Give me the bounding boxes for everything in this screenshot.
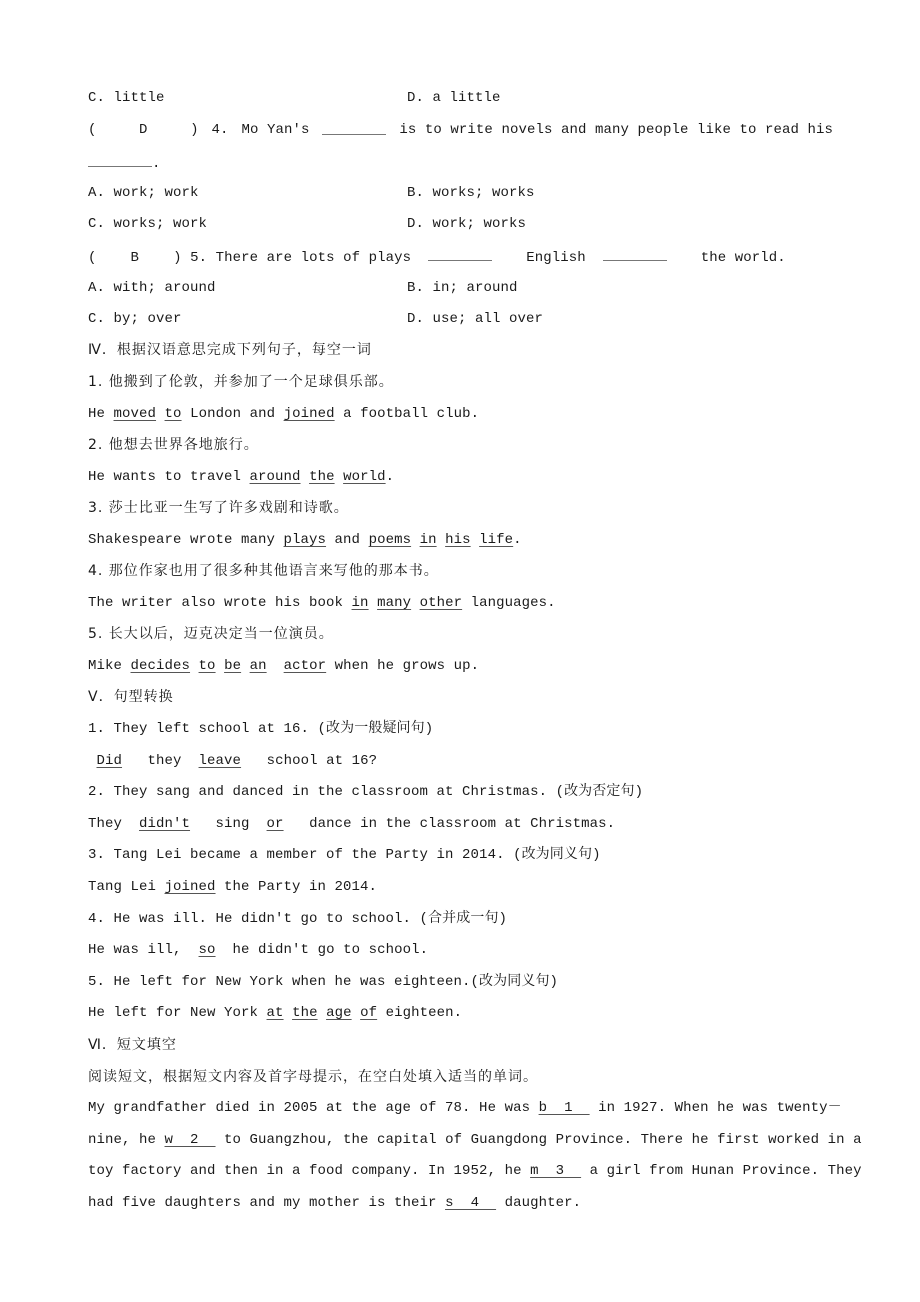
text [267,658,284,674]
text [318,1005,327,1021]
section-5-answer-5 [88,1003,462,1023]
text: Shakespeare wrote many [88,531,284,548]
text: Tang Lei [88,879,165,895]
q4-stem: ( D ) 4. Mo Yan's is to write novels and many people like to read his [88,122,833,138]
text [335,469,344,485]
section-4-prompt-2: 2. 他想去世界各地旅行。 [88,437,259,453]
answer-word: many [377,594,412,611]
section-5-answer-3 [88,877,377,897]
text: He left for New York [88,1005,267,1022]
text: The writer also wrote his book [88,594,352,611]
text: in 1927. When he was twenty－ [589,1100,842,1116]
answer-word: at [266,1005,284,1022]
q5-option-a: A. with; around [88,280,216,296]
q5-blank-1 [428,246,492,261]
section-5-title: Ⅴ．句型转换 [88,689,174,705]
q5-answer: B [130,250,140,266]
passage-blank: b 1 [538,1100,590,1116]
q4-blank-2 [88,152,152,167]
text: toy factory and then in a food company. In 1952, he [88,1163,531,1180]
answer-word: poems [368,531,412,548]
answer-word: world [343,468,386,485]
section-5-answer-2 [88,814,615,834]
text: he didn't go to school. [215,942,429,959]
passage-line-2 [88,1130,862,1150]
text: had five daughters and my mother is their [88,1195,446,1212]
text [411,532,420,548]
text [216,658,225,674]
q4-blank-1 [322,120,386,135]
section-4-answer-3 [88,530,522,550]
answer-word: age [326,1005,352,1022]
q5-option-c: C. by; over [88,311,182,327]
answer-word: Did [96,752,123,769]
section-5-answer-4 [88,940,428,960]
answer-word: didn't [139,815,191,832]
text [411,595,420,611]
answer-word: to [164,405,182,422]
section-4-title: Ⅳ．根据汉语意思完成下列句子，每空一词 [88,342,372,358]
text: a football club. [334,405,480,422]
text: school at 16? [241,752,378,769]
q4-option-b: B. works; works [407,185,535,201]
q5-stem: ( B ) 5. There are lots of plays English the world. [88,246,786,266]
section-4-answer-5 [88,656,479,676]
section-6-instruction: 阅读短文，根据短文内容及首字母提示，在空白处填入适当的单词。 [88,1069,538,1085]
answer-word: the [309,468,335,485]
section-5-question-2: 2. They sang and danced in the classroom at Christmas. (改为否定句) [88,784,644,801]
text [352,1005,361,1021]
passage-blank: m 3 [530,1163,582,1180]
passage-line-1 [88,1098,842,1118]
section-4-prompt-3: 3. 莎士比亚一生写了许多戏剧和诗歌。 [88,500,349,516]
text: the Party in 2014. [215,879,378,895]
section-4-answer-2 [88,467,394,487]
text: nine, he [88,1131,165,1148]
section-4-prompt-5: 5. 长大以后，迈克决定当一位演员。 [88,626,334,642]
q5-option-d: D. use; all over [407,311,544,327]
answer-word: around [249,468,301,485]
section-4-prompt-1: 1. 他搬到了伦敦，并参加了一个足球俱乐部。 [88,374,394,390]
answer-word: actor [283,657,327,674]
answer-word: so [198,942,216,959]
text: eighteen. [377,1005,463,1022]
text: to Guangzhou, the capital of Guangdong Province. There he first worked in a [215,1131,862,1148]
section-5-question-5: 5. He left for New York when he was eighteen.(改为同义句) [88,973,559,990]
section-4-answer-1 [88,404,479,424]
text [437,532,446,548]
text [301,469,310,485]
section-4-answer-4 [88,593,556,613]
text: a girl from Hunan Province. They [581,1163,862,1180]
text [284,1005,293,1021]
q3-option-c: C. little [88,90,165,106]
q5-option-b: B. in; around [407,280,518,296]
section-5-question-3: 3. Tang Lei became a member of the Party in 2014. (改为同义句) [88,847,601,864]
section-5-question-1: 1. They left school at 16. (改为一般疑问句) [88,721,434,737]
text: when he grows up. [326,657,480,674]
answer-word: an [249,657,267,674]
answer-word: to [198,657,216,674]
q4-option-d: D. work; works [407,216,527,232]
text: they [122,752,199,769]
answer-word: be [224,657,242,674]
text [190,658,199,674]
answer-word: plays [283,531,327,548]
section-5-question-4: 4. He was ill. He didn't go to school. (合并成一句) [88,910,508,927]
text: . [385,468,395,485]
answer-word: or [266,815,284,832]
text [241,658,250,674]
section-6-title: Ⅵ．短文填空 [88,1037,177,1053]
passage-blank: w 2 [164,1131,216,1148]
answer-word: joined [164,879,216,895]
section-4-prompt-4: 4. 那位作家也用了很多种其他语言来写他的那本书。 [88,563,439,579]
text: . [513,531,522,548]
text [471,532,480,548]
answer-word: moved [113,405,157,422]
text: They [88,815,140,832]
text [369,595,378,611]
answer-word: in [419,531,437,548]
passage-line-4 [88,1193,581,1213]
text: My grandfather died in 2005 at the age of 78. He was [88,1100,539,1116]
text: and [326,531,369,548]
text: Mike [88,657,131,674]
text: dance in the classroom at Christmas. [283,815,616,832]
text: He was ill, [88,942,199,959]
q5-blank-2 [603,246,667,261]
answer-word: other [419,594,463,611]
passage-blank: s 4 [445,1195,497,1212]
text: sing [190,815,267,832]
answer-word: life [479,531,514,548]
text: He [88,405,114,422]
q4-option-c: C. works; work [88,216,208,232]
answer-word: leave [198,752,242,769]
section-5-answer-1 [88,751,377,771]
answer-word: the [292,1005,318,1022]
text: He wants to travel [88,468,250,485]
text: London and [181,405,284,422]
answer-word: of [360,1005,378,1022]
answer-word: his [445,531,471,548]
q4-answer: D [139,122,148,138]
answer-word: in [351,594,369,611]
q3-option-d: D. a little [407,90,501,106]
text [88,753,97,769]
text: languages. [462,594,556,611]
q4-stem-line2: . [88,152,161,172]
passage-line-3 [88,1161,862,1181]
q4-option-a: A. work; work [88,185,199,201]
answer-word: joined [283,405,335,422]
answer-word: decides [130,657,191,674]
text [156,406,165,422]
text: daughter. [496,1195,582,1212]
